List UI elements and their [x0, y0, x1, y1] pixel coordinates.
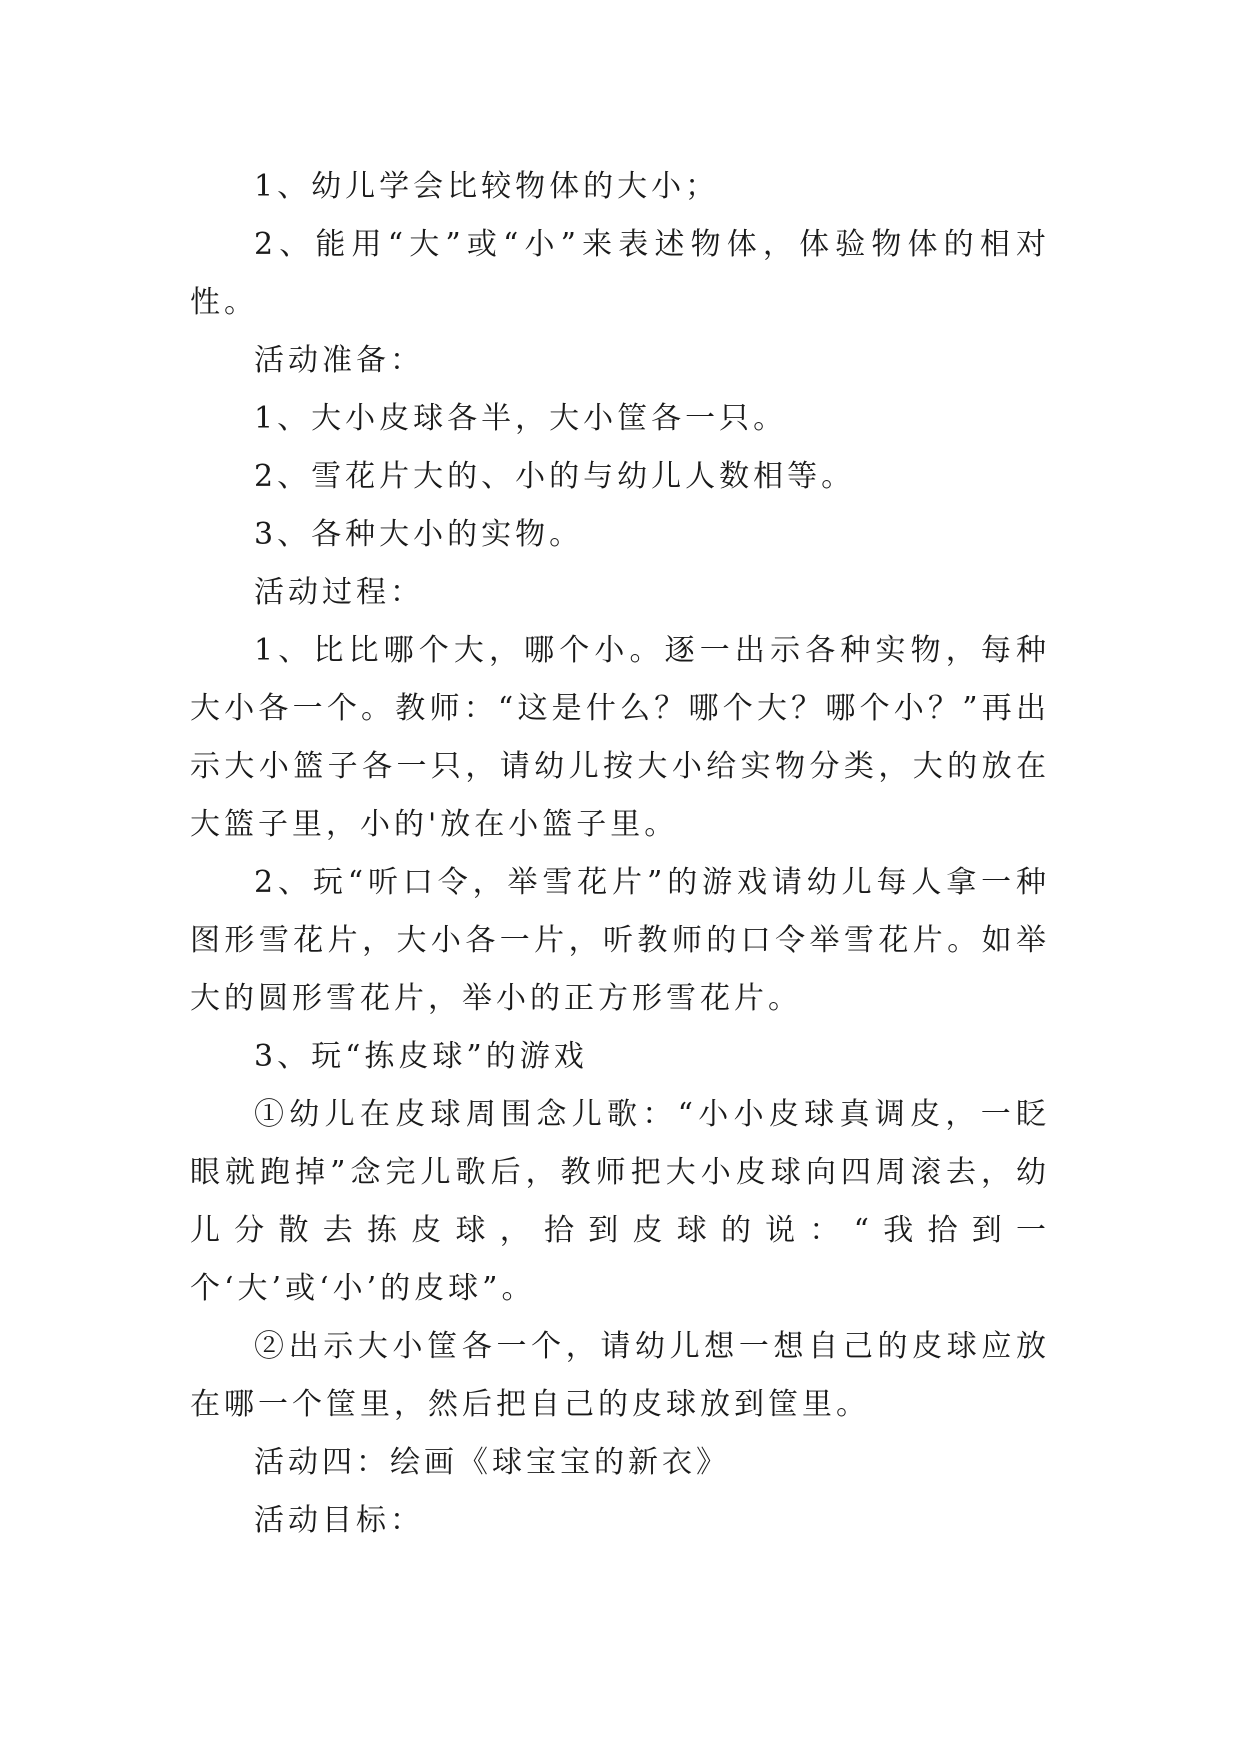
goal-item-1: 1、幼儿学会比较物体的大小； — [254, 169, 720, 204]
process-step-3-sub-2: ②出示大小筐各一个，请幼儿想一想自己的皮球应放在哪一个筐里，然后把自己的皮球放到筐里。 — [190, 1329, 1050, 1422]
section-heading-preparation: 活动准备： — [254, 343, 424, 378]
process-step-2: 2、玩“听口令，举雪花片”的游戏请幼儿每人拿一种图形雪花片，大小各一片，听教师的口令举雪花片。如举大的圆形雪花片，举小的正方形雪花片。 — [190, 865, 1050, 1016]
preparation-item-2: 2、雪花片大的、小的与幼儿人数相等。 — [254, 459, 856, 494]
section-heading-process: 活动过程： — [254, 575, 424, 610]
section-heading-activity-4: 活动四：绘画《球宝宝的新衣》 — [254, 1445, 730, 1480]
section-heading-goals: 活动目标： — [254, 1503, 424, 1538]
process-step-3: 3、玩“拣皮球”的游戏 — [254, 1039, 588, 1074]
preparation-item-3: 3、各种大小的实物。 — [254, 517, 584, 552]
preparation-item-1: 1、大小皮球各半，大小筐各一只。 — [254, 401, 788, 436]
goal-item-2: 2、能用“大”或“小”来表述物体，体验物体的相对性。 — [190, 227, 1050, 320]
process-step-3-sub-1: ①幼儿在皮球周围念儿歌：“小小皮球真调皮，一眨眼就跑掉”念完儿歌后，教师把大小皮球向四周滚去，幼儿分散去拣皮球，拾到皮球的说：“我拾到一个‘大’或‘小’的皮球”。 — [190, 1097, 1050, 1306]
document-page — [190, 158, 1050, 1550]
process-step-1: 1、比比哪个大，哪个小。逐一出示各种实物，每种大小各一个。教师：“这是什么？哪个大？哪个小？”再出示大小篮子各一只，请幼儿按大小给实物分类，大的放在大篮子里，小的'放在小篮子里。 — [190, 633, 1050, 842]
